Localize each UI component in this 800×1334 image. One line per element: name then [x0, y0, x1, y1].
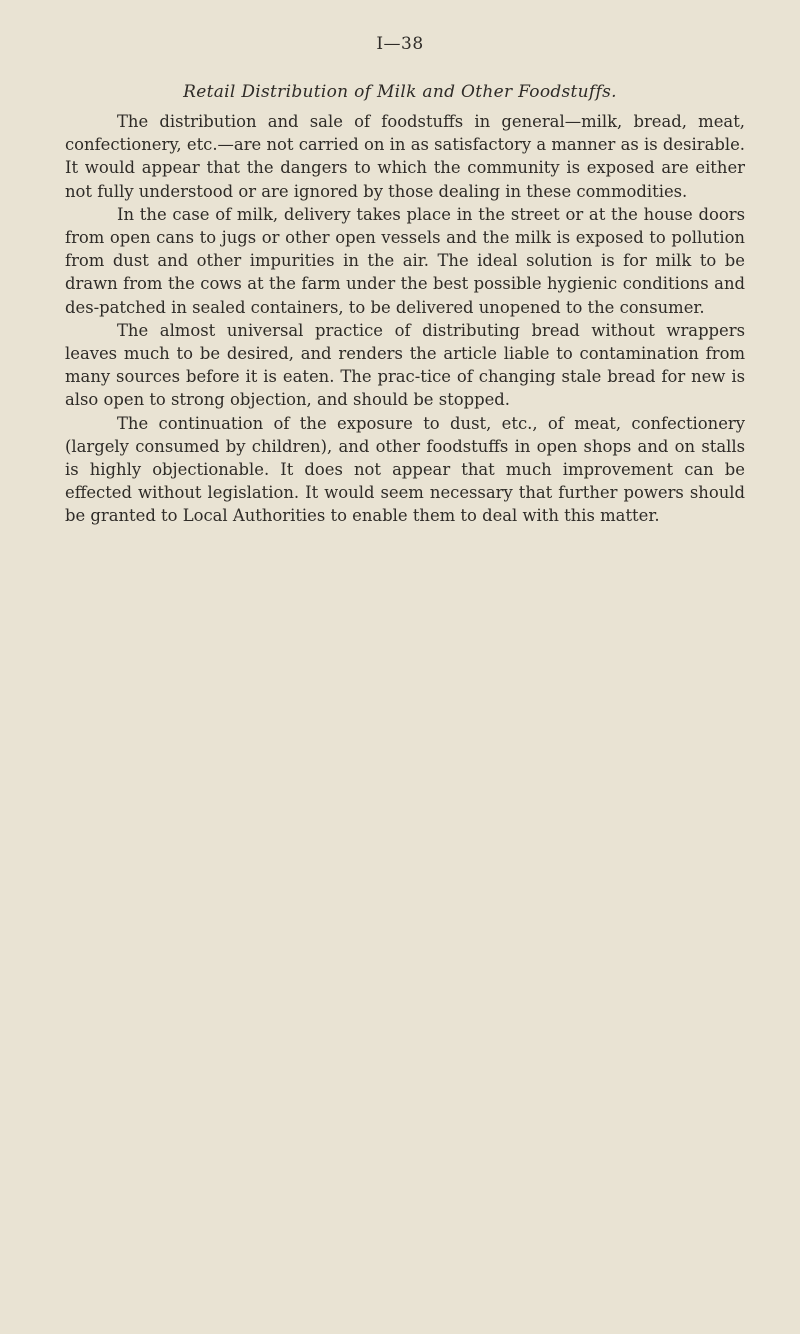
section-heading: Retail Distribution of Milk and Other Foodstuffs. [183, 82, 617, 102]
paragraph-milk-foodstuffs-general: The distribution and sale of foodstuffs in general—milk, bread, meat, confectionery, etc.—are not carried on in as satisfactory a manner as is desirable. It would appear that the dangers to which the community is exposed are either not fully understood or are ignored by those dealing in these commodities. [65, 112, 745, 201]
paragraph-meat-confectionery: The continuation of the exposure to dust, etc., of meat, confectionery (largely consumed by children), and other foodstuffs in open shops and on stalls is highly objectionable. It does not appear that much improvement can be effected without legislation. It would seem necessary that further powers should be granted to Local Authorities to enable them to deal with this matter. [65, 413, 745, 526]
page-number: I—38 [376, 34, 424, 54]
paragraph-milk-delivery: In the case of milk, delivery takes place in the street or at the house doors from open cans to jugs or other open vessels and the milk is exposed to pollution from dust and other impurities in the air. The ideal solution is for milk to be drawn from the cows at the farm under the best possible hygienic conditions and des-patched in sealed containers, to be delivered unopened to the consumer. [65, 204, 745, 317]
paragraph-bread-distribution: The almost universal practice of distributing bread without wrappers leaves much to be desired, and renders the article liable to contamination from many sources before it is eaten. The prac-tice of changing stale bread for new is also open to strong objection, and should be stopped. [65, 320, 745, 410]
body-text [65, 110, 745, 528]
